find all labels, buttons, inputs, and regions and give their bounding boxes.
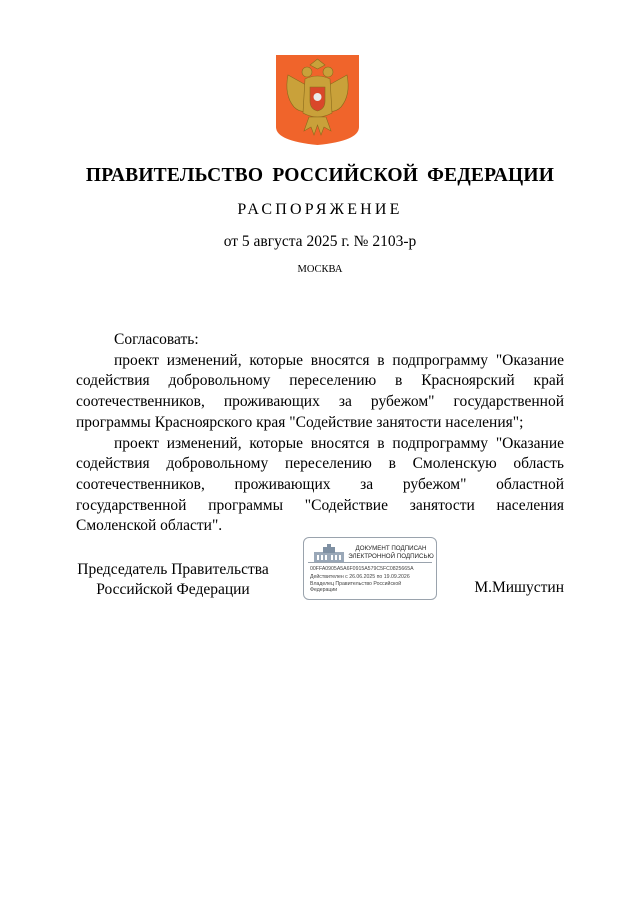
document-date-number: от 5 августа 2025 г. № 2103-р <box>223 233 417 250</box>
stamp-certificate: 00FFA0905A5A6F0915A579C5FC0825665A <box>310 566 414 572</box>
lead-paragraph: Согласовать: <box>114 331 199 348</box>
building-icon <box>312 544 346 564</box>
organization-title: ПРАВИТЕЛЬСТВО РОССИЙСКОЙ ФЕДЕРАЦИИ <box>85 165 555 186</box>
stamp-title <box>348 545 434 560</box>
coat-of-arms-emblem <box>276 55 359 145</box>
body-paragraph: проект изменений, которые вносятся в подпрограмму "Оказание содействия добровольному переселению в Красноярский край соотечественников, проживающих за рубежом" государственной программы Красноярского края "Содействие занятости населения"; <box>76 351 564 431</box>
stamp-validity: Действителен с 26.06.2025 по 19.09.2026 <box>310 574 410 580</box>
document-body <box>76 330 564 537</box>
stamp-owner: Федерации <box>310 587 338 593</box>
signatory-name: М.Мишустин <box>474 579 564 596</box>
electronic-signature-stamp <box>303 537 437 600</box>
signatory-position-line: Российской Федерации <box>96 581 250 598</box>
stamp-divider <box>308 562 432 563</box>
document-type: РАСПОРЯЖЕНИЕ <box>237 201 403 218</box>
signatory-position <box>76 560 270 600</box>
stamp-title-line: ДОКУМЕНТ ПОДПИСАН <box>355 545 427 552</box>
body-paragraph: проект изменений, которые вносятся в подпрограмму "Оказание содействия добровольному переселению в Смоленскую область соотечественников, проживающих за рубежом" областной государственной программы "Содействие занятости населения Смоленской области". <box>76 434 564 535</box>
signatory-position-line: Председатель Правительства <box>77 561 269 578</box>
document-city: МОСКВА <box>297 264 343 275</box>
stamp-title-line: ЭЛЕКТРОННОЙ ПОДПИСЬЮ <box>348 552 434 560</box>
stamp-owner: Владелец Правительство Российской <box>310 581 402 587</box>
